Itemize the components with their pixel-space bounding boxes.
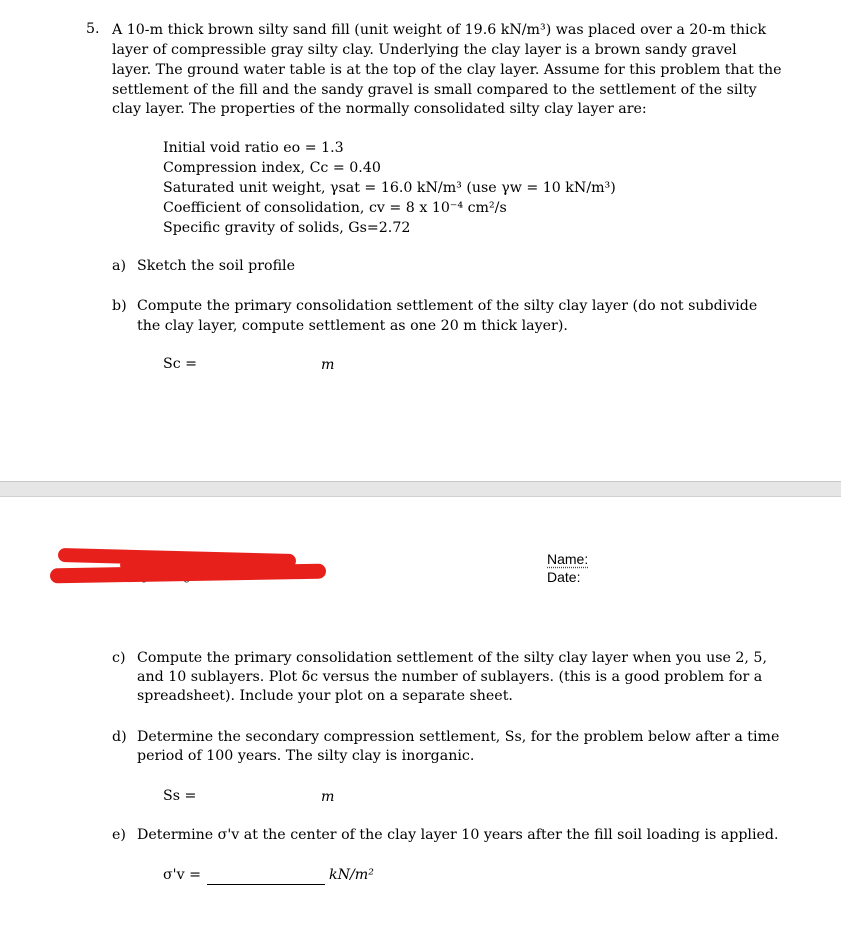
part-b-line: Compute the primary consolidation settlement of the silty clay layer (do not subdivide (137, 298, 758, 314)
part-d-line: Determine the secondary compression settlement, Ss, for the problem below after a time (137, 729, 780, 745)
part-b-line: the clay layer, compute settlement as one 20 m thick layer). (137, 318, 568, 334)
part-a-text: Sketch the soil profile (137, 258, 295, 274)
question-line: clay layer. The properties of the normally consolidated silty clay layer are: (112, 101, 647, 117)
property-compression-index: Compression index, Cc = 0.40 (163, 160, 381, 176)
part-e-unit: kN/m² (329, 867, 374, 883)
part-b-label: b) (112, 298, 127, 314)
part-e-text: Determine σ'v at the center of the clay layer 10 years after the fill soil loading is applied. (137, 827, 779, 843)
part-e-label: e) (112, 827, 126, 843)
property-specific-gravity: Specific gravity of solids, Gs=2.72 (163, 220, 411, 236)
part-b-answer-label: Sc = (163, 356, 198, 372)
part-c-line: spreadsheet). Include your plot on a separate sheet. (137, 688, 513, 704)
redaction-stroke (120, 560, 280, 570)
question-line: A 10-m thick brown silty sand fill (unit weight of 19.6 kN/m³) was placed over a 20-m thick (112, 22, 767, 38)
question-number: 5. (86, 21, 100, 37)
question-line: settlement of the fill and the sandy gravel is small compared to the settlement of the silty (112, 82, 757, 98)
part-c-line: and 10 sublayers. Plot δc versus the number of sublayers. (this is a good problem for a (137, 669, 763, 685)
part-c-label: c) (112, 650, 126, 666)
name-label-text: Name: (547, 551, 589, 567)
name-label (547, 550, 588, 569)
part-c-line: Compute the primary consolidation settlement of the silty clay layer when you use 2, 5, (137, 650, 767, 666)
property-saturated-unit-weight: Saturated unit weight, γsat = 16.0 kN/m³ (use γw = 10 kN/m³) (163, 180, 616, 196)
part-e-answer-label: σ'v = (163, 867, 201, 883)
answer-blank[interactable] (207, 868, 325, 885)
part-d-answer-label: Ss = (163, 788, 197, 804)
part-d-label: d) (112, 729, 127, 745)
part-d-unit: m (321, 789, 335, 805)
date-label: Date: (547, 569, 581, 585)
property-coefficient-consolidation: Coefficient of consolidation, cv = 8 x 10⁻⁴ cm²/s (163, 200, 507, 216)
property-void-ratio: Initial void ratio eo = 1.3 (163, 140, 344, 156)
question-line: layer. The ground water table is at the top of the clay layer. Assume for this problem that the (112, 62, 782, 78)
part-b-unit: m (321, 357, 335, 373)
part-a-label: a) (112, 258, 126, 274)
question-line: layer of compressible gray silty clay. Underlying the clay layer is a brown sandy gravel (112, 42, 737, 58)
page-separator (0, 481, 841, 497)
part-d-line: period of 100 years. The silty clay is inorganic. (137, 748, 475, 764)
